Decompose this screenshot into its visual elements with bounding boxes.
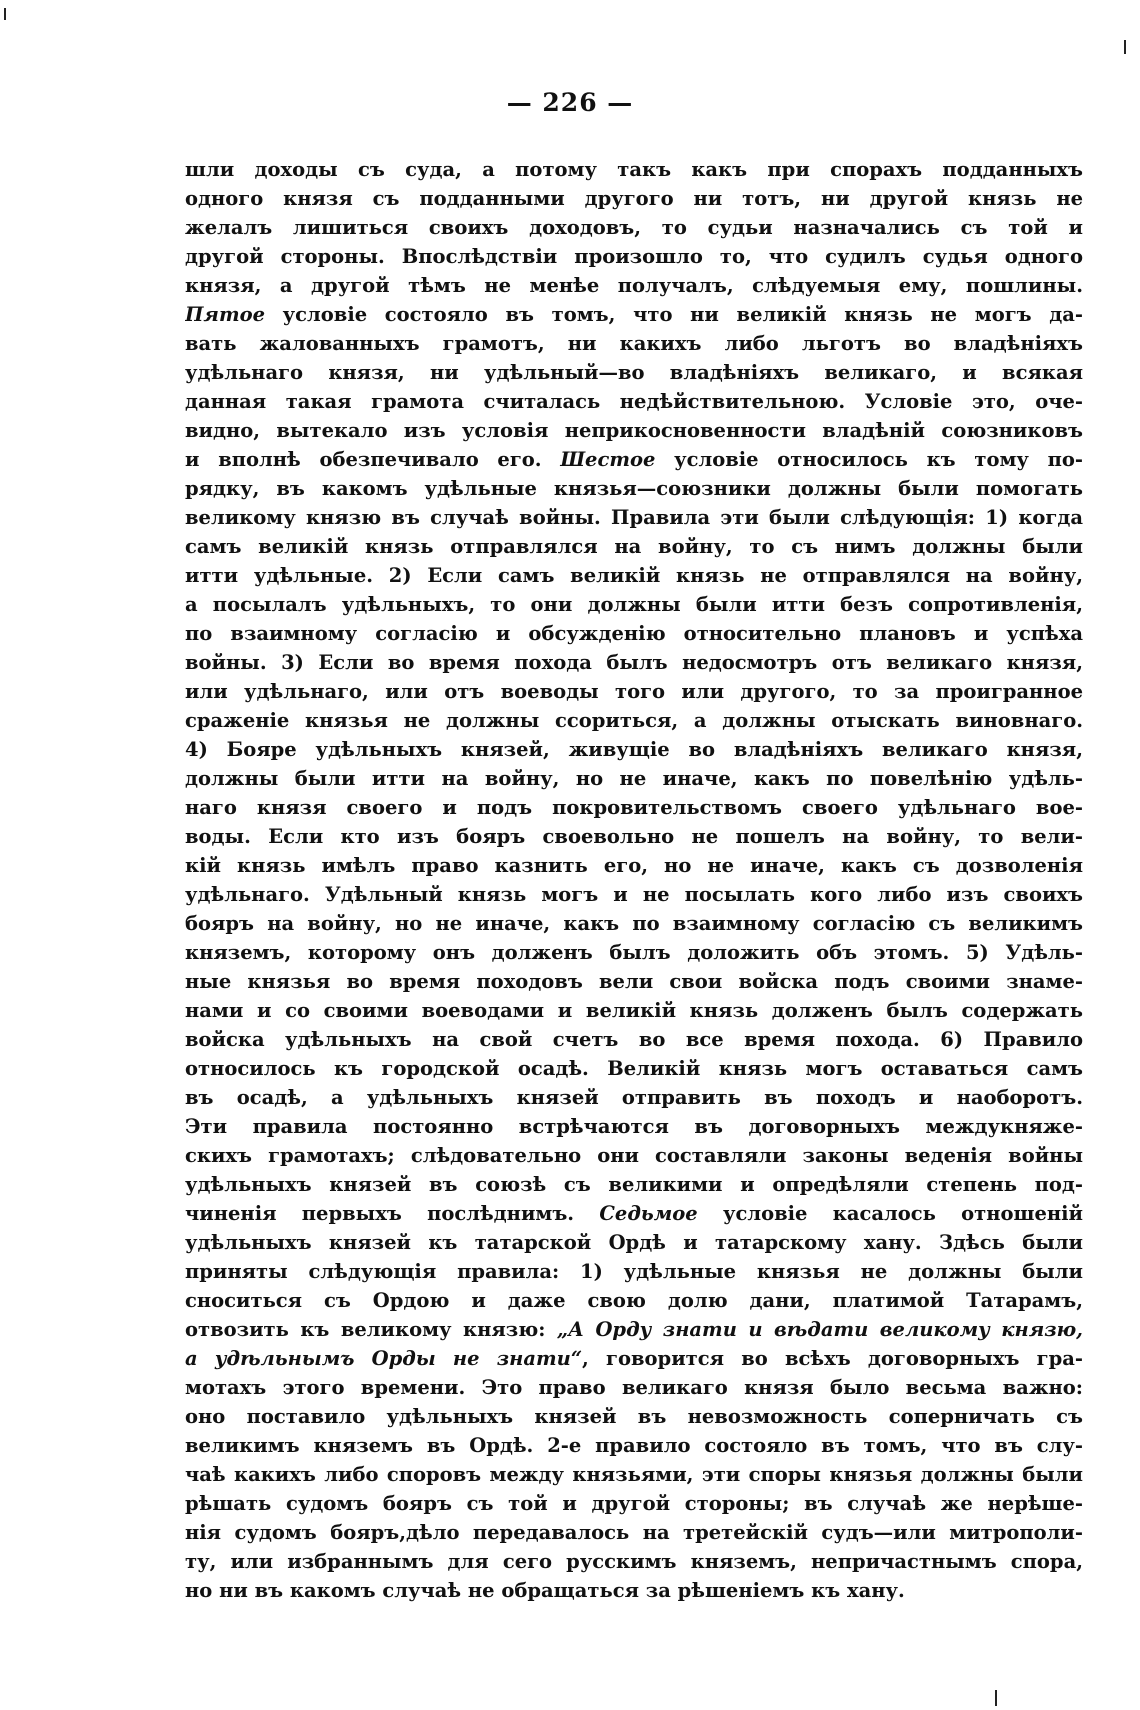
text-line: желалъ лишиться своихъ доходовъ, то судьи назначались съ той и	[185, 216, 1083, 239]
text-line: сноситься съ Ордою и даже свою долю дани, платимой Татарамъ,	[185, 1289, 1083, 1312]
text-line: наго князя своего и подъ покровительствомъ своего удѣльнаго вое-	[185, 796, 1083, 819]
text-line: данная такая грамота считалась недѣйствительною. Условіе это, оче-	[185, 390, 1083, 413]
text-line: по взаимному согласію и обсужденію относительно плановъ и успѣха	[185, 622, 1083, 645]
margin-mark	[995, 1690, 997, 1706]
text-line: князя, а другой тѣмъ не менѣе получалъ, слѣдуемыя ему, пошлины.	[185, 274, 1083, 297]
text-line: въ осадѣ, а удѣльныхъ князей отправить въ походъ и наоборотъ.	[185, 1086, 1083, 1109]
margin-mark	[4, 8, 6, 20]
text-line: и вполнѣ обезпечивало его. Шестое условіе относилось къ тому по-	[185, 448, 1083, 471]
text-line: ту, или избраннымъ для сего русскимъ княземъ, непричастнымъ спора,	[185, 1550, 1083, 1573]
text-line: ные князья во время походовъ вели свои войска подъ своими знаме-	[185, 970, 1083, 993]
text-line: рядку, въ какомъ удѣльные князья—союзники должны были помогать	[185, 477, 1083, 500]
text-line: а посылалъ удѣльныхъ, то они должны были итти безъ сопротивленія,	[185, 593, 1083, 616]
page-number: — 226 —	[506, 88, 634, 117]
text-line: удѣльнаго. Удѣльный князь могъ и не посылать кого либо изъ своихъ	[185, 883, 1083, 906]
text-line: воды. Если кто изъ бояръ своевольно не пошелъ на войну, то вели-	[185, 825, 1083, 848]
text-line: должны были итти на войну, но не иначе, какъ по повелѣнію удѣль-	[185, 767, 1083, 790]
text-line: великому князю въ случаѣ войны. Правила эти были слѣдующія: 1) когда	[185, 506, 1083, 529]
text-line: сраженіе князья не должны ссориться, а должны отыскать виновнаго.	[185, 709, 1083, 732]
text-line: удѣльныхъ князей въ союзѣ съ великими и опредѣляли степень под-	[185, 1173, 1083, 1196]
text-line: Пятое условіе состояло въ томъ, что ни великій князь не могъ да-	[185, 303, 1083, 326]
text-line: шли доходы съ суда, а потому такъ какъ при спорахъ подданныхъ	[185, 158, 1083, 181]
text-line: приняты слѣдующія правила: 1) удѣльные князья не должны были	[185, 1260, 1083, 1283]
text-line: вать жалованныхъ грамотъ, ни какихъ либо льготъ во владѣніяхъ	[185, 332, 1083, 355]
text-line: княземъ, которому онъ долженъ былъ доложить объ этомъ. 5) Удѣль-	[185, 941, 1083, 964]
text-line: скихъ грамотахъ; слѣдовательно они составляли законы веденія войны	[185, 1144, 1083, 1167]
text-line: войны. 3) Если во время похода былъ недосмотръ отъ великаго князя,	[185, 651, 1083, 674]
text-line: войска удѣльныхъ на свой счетъ во все время похода. 6) Правило	[185, 1028, 1083, 1051]
text-line: рѣшать судомъ бояръ съ той и другой стороны; въ случаѣ же нерѣше-	[185, 1492, 1083, 1515]
text-line: чиненія первыхъ послѣднимъ. Седьмое условіе касалось отношеній	[185, 1202, 1083, 1225]
text-line: Эти правила постоянно встрѣчаются въ договорныхъ междукняже-	[185, 1115, 1083, 1138]
text-line: великимъ княземъ въ Ордѣ. 2-е правило состояло въ томъ, что въ слу-	[185, 1434, 1083, 1457]
text-line: самъ великій князь отправлялся на войну, то съ нимъ должны были	[185, 535, 1083, 558]
text-line: или удѣльнаго, или отъ воеводы того или другого, то за проигранное	[185, 680, 1083, 703]
text-line: относилось къ городской осадѣ. Великій князь могъ оставаться самъ	[185, 1057, 1083, 1080]
text-line: одного князя съ подданными другого ни тотъ, ни другой князь не	[185, 187, 1083, 210]
body-text	[185, 155, 1083, 1605]
text-line: оно поставило удѣльныхъ князей въ невозможность соперничать съ	[185, 1405, 1083, 1428]
text-line: удѣльнаго князя, ни удѣльный—во владѣніяхъ великаго, и всякая	[185, 361, 1083, 384]
text-line: но ни въ какомъ случаѣ не обращаться за рѣшеніемъ къ хану.	[185, 1579, 905, 1602]
text-line: мотахъ этого времени. Это право великаго князя было весьма важно:	[185, 1376, 1083, 1399]
text-line: отвозить къ великому князю: „А Орду знати и вѣдати великому князю,	[185, 1318, 1083, 1341]
text-line: а удѣльнымъ Орды не знати“, говорится во всѣхъ договорныхъ гра-	[185, 1347, 1083, 1370]
text-line: видно, вытекало изъ условія неприкосновенности владѣній союзниковъ	[185, 419, 1083, 442]
text-line: другой стороны. Впослѣдствіи произошло то, что судилъ судья одного	[185, 245, 1083, 268]
text-line: бояръ на войну, но не иначе, какъ по взаимному согласію съ великимъ	[185, 912, 1083, 935]
text-line: нами и со своими воеводами и великій князь долженъ былъ содержать	[185, 999, 1083, 1022]
text-line: удѣльныхъ князей къ татарской Ордѣ и татарскому хану. Здѣсь были	[185, 1231, 1083, 1254]
text-line: кій князь имѣлъ право казнить его, но не иначе, какъ съ дозволенія	[185, 854, 1083, 877]
margin-mark	[1124, 40, 1126, 54]
text-line: нія судомъ бояръ,дѣло передавалось на третейскій судъ—или митрополи-	[185, 1521, 1083, 1544]
text-line: 4) Бояре удѣльныхъ князей, живущіе во владѣніяхъ великаго князя,	[185, 738, 1083, 761]
text-line: чаѣ какихъ либо споровъ между князьями, эти споры князья должны были	[185, 1463, 1083, 1486]
text-line: итти удѣльные. 2) Если самъ великій князь не отправлялся на войну,	[185, 564, 1083, 587]
